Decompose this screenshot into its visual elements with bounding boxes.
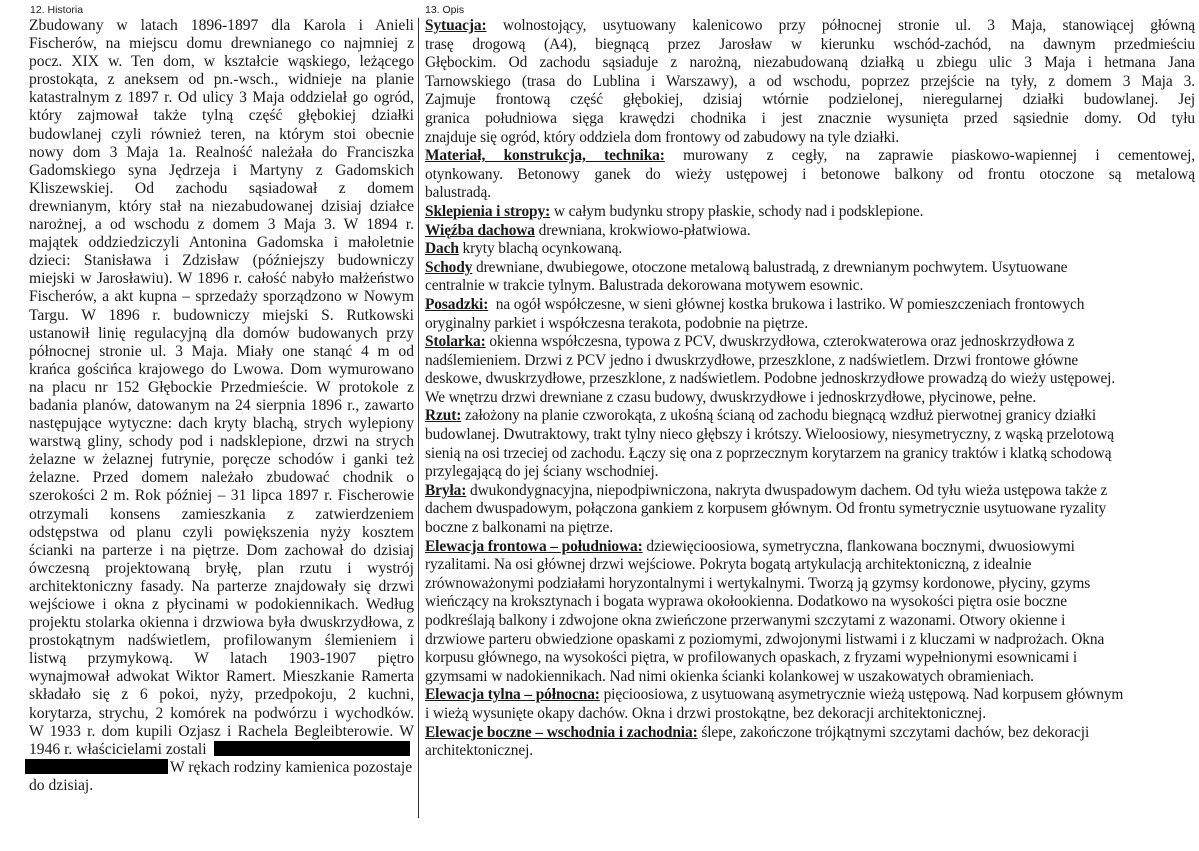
history-line: warstwą gliny, schody pod i nadsklepione, drzwi na strych (29, 433, 414, 451)
history-line: katastralnym z 1897 r. Od ulicy 3 Maja oddzielał go ogród, (29, 89, 414, 107)
section-heading: Dach (425, 240, 459, 258)
description-line-text: założony na planie czworokąta, z ukośną ścianą od zachodu biegnącą wzdłuż pierwotnej granicy działki (461, 407, 1097, 425)
history-line: do dzisiaj. (29, 776, 94, 794)
description-line-text: na ogół współczesne, w sieni głównej kostka brukowa i lastriko. W pomieszczeniach frontowych (488, 295, 1085, 313)
description-line: otynkowany. Betonowy ganek do wieży ustępowej i betonowe balkony od frontu otoczone są metalową (425, 165, 1195, 183)
description-line: balustradą. (425, 184, 491, 202)
description-line: zrównoważonymi podziałami horyzontalnymi i wertykalnymi. Tworzą ją gzymsy kordonowe, płyciny, gzyms (425, 574, 1091, 592)
description-line: podkreślają balkony i zdwojone okna zwieńczone przerwanymi szczytami z wazonami. Otwory okienne i (425, 612, 1066, 629)
description-line: gzymsami w nadokiennikach. Nad nimi okienka ścianki kolankowej w uszakowatych obramieniach. (425, 667, 1034, 685)
description-line: drzwiowe parteru obwiedzione opaskami z poziomymi, zdwojonymi listwami i z kluczami w nadprożach. Okna (425, 630, 1105, 648)
description-line: nadślemieniem. Drzwi z PCV jedno i dwuskrzydłowe, przeszklone, z nadświetlem. Drzwi frontowe główne (425, 351, 1079, 369)
description-line-text: dziewięcioosiowa, symetryczna, flankowana bocznymi, dwuosiowymi (642, 537, 1075, 555)
history-text (29, 17, 414, 795)
section-heading: Rzut: (425, 407, 462, 425)
history-line: W 1933 r. dom kupili Ozjasz i Rachela Begleibterowie. W (29, 722, 414, 740)
description-line: znajduje się ogród, który oddziela dom frontowy od zabudowy na tyle działki. (425, 128, 900, 146)
history-line: miejski w Jarosławiu). W 1896 r. całość nabyło małżeństwo (29, 270, 414, 288)
history-line: drewnianym, który stał na niezabudowanej dzisiaj działce (29, 197, 414, 215)
description-line: Głębockim. Od zachodu sąsiaduje z narożną, niezabudowaną działką u zbiegu ulic 3 Maja i hetmana Jana (425, 54, 1195, 72)
section-heading: Więźba dachowa (425, 221, 535, 239)
history-line: Kliszewskiej. Od zachodu sąsiadował z domem (29, 179, 414, 197)
history-line: wynajmował adwokat Wiktor Ramert. Mieszkanie Ramerta (29, 668, 414, 686)
description-line: i wieżą wysunięte okapy dachów. Okna i drzwi prostokątne, bez dekoracji architektonicznej. (425, 704, 986, 722)
history-line: ówczesną projektowaną bryłę, plan rzutu i wystrój (29, 559, 414, 577)
description-line: centralnie w trakcie tylnym. Balustrada dekorowana motywem esownic. (425, 277, 864, 295)
description-section (425, 222, 1195, 241)
section-label-description: 13. Opis (425, 4, 465, 16)
history-line: badania planów, datowanym na 24 sierpnia 1896 r., zawarto (29, 396, 414, 414)
description-line: przylegającą do jej ściany wschodniej. (425, 463, 659, 481)
description-line: ryzalitami. Na osi głównej drzwi wejściowe. Pokryta bogatą artykulacją architektoniczną, z idealnie (425, 556, 1032, 574)
description-line: granica południowa sięga krawędzi chodnika i jest znacznie wysunięta przed sąsiednie domy. Od tyłu (425, 109, 1195, 127)
history-line: wejściowe i okna z płycinami w podokiennikach. Według (29, 596, 414, 613)
section-heading: Posadzki: (425, 295, 489, 313)
description-line: trasę drogową (A4), biegnącą przez Jarosław w kierunku wschód-zachód, na dawnym przedmieściu (425, 35, 1195, 53)
history-line: otrzymali konsens zamieszkania z zatwierdzeniem (29, 505, 414, 523)
description-line (425, 17, 1195, 36)
description-line (425, 259, 1195, 278)
description-line: architektonicznej. (425, 742, 534, 760)
description-line (425, 296, 1195, 315)
history-line: który zajmował także tylną część głębokiej działki (29, 107, 414, 125)
history-line: Zbudowany w latach 1896-1897 dla Karola i Anieli (29, 17, 414, 34)
description-section (425, 724, 1195, 761)
description-section (425, 333, 1195, 407)
history-line: korytarza, strychu, 2 komórek na podwórzu i wychodków. (29, 704, 414, 722)
description-line (425, 240, 1195, 259)
history-line: nowy dom 3 Maja 1a. Realność należała do Franciszka (29, 143, 414, 161)
history-line: odstępstwa od planu czyli powiększenia nyży kosztem (29, 523, 414, 541)
description-section (425, 296, 1195, 333)
history-line: żelazne. Przed domem należało zbudować chodnik o (29, 469, 414, 487)
description-line: sienią na osi trzeciej od zachodu. Łączy się ona z poprzecznym korytarzem na granicy traktów i klatką schodową (425, 444, 1112, 462)
history-line: prostokątnym nadświetlem, profilowanym ślemieniem i (29, 632, 414, 650)
description-line-text: wolnostojący, usytuowany kalenicowo przy północnej stronie ul. 3 Maja, stanowiącej główną (486, 17, 1195, 34)
description-line: wieńczący na kroksztynach i bogata wyprawa okołookienna. Dodatkowo na wysokości piętra osie boczne (425, 593, 1067, 611)
description-line-text: kryty blachą ocynkowaną. (458, 240, 623, 258)
description-text (425, 17, 1195, 761)
history-line: prostokąta, z aneksem od pn.-wsch., widnieje na planie (29, 71, 414, 89)
description-line (425, 538, 1195, 557)
description-line-text: drewniane, dwubiegowe, otoczone metalową balustradą, z drewnianym pochwytem. Usytuowane (472, 258, 1068, 276)
description-line (425, 724, 1195, 743)
description-line-text: drewniana, krokwiowo-płatwiowa. (534, 221, 751, 239)
history-line: Fischerów, a akt kupna – sprzedaży sporządzono w Nowym (29, 288, 414, 306)
history-line: narożnej, a od wschodu z domem 3 Maja 3. W 1894 r. (29, 216, 414, 234)
description-line: Tarnowskiego (trasa do Lublina i Warszawy), a od wschodu, poprzez przejście na tyły, z domem 3 Maja 3. (425, 72, 1195, 90)
description-line (425, 147, 1195, 166)
description-section (425, 407, 1195, 481)
history-line (25, 759, 414, 777)
section-heading: Sytuacja: (425, 17, 487, 34)
history-line: Gadomskiego syna Jędrzeja i Martyny z Gadomskich (29, 161, 414, 179)
redaction-box (25, 759, 168, 774)
description-line: We wnętrzu drzwi drewniane z czasu budowy, dwuskrzydłowe i jednoskrzydłowe, płycinowe, pełne. (425, 388, 1037, 406)
description-line: dachem dwuspadowym, połączona gankiem z korpusem głównym. Od frontu symetrycznie usytuowane ryzality (425, 500, 1107, 518)
redaction-box (214, 741, 410, 756)
section-heading: Stolarka: (425, 333, 486, 351)
description-line: boczne z balkonami na piętrze. (425, 519, 614, 537)
section-heading: Elewacja tylna – północna: (425, 686, 600, 704)
description-line: budowlanej. Dwutraktowy, trakt tylny nieco głębszy i krótszy. Wieloosiowy, niesymetryczny, z wąską przelotową (425, 426, 1114, 444)
section-heading: Materiał, konstrukcja, technika: (425, 147, 665, 165)
history-line: budowlanej czyli również teren, na którym stoi obecnie (29, 125, 414, 143)
history-line-text: W rękach rodziny kamienica pozostaje (170, 758, 413, 776)
description-line (425, 482, 1195, 501)
history-line: na placu nr 152 Głębockie Przedmieście. W protokole z (29, 378, 414, 396)
description-line: korpusu głównego, na wysokości piętra, w profilowanych opaskach, z fryzami wypełnionymi esownicami i (425, 649, 1078, 667)
description-line: deskowe, dwuskrzydłowe, przeszklone, z nadświetlem. Podobne jednoskrzydłowe prowadzą do wieży ustępowej. (425, 370, 1116, 388)
description-line (425, 686, 1195, 705)
history-line: projektu stolarka okienna i drzwiowa była dwuskrzydłowa, z (29, 614, 414, 632)
section-heading: Schody (425, 258, 473, 276)
history-line: następujące wytyczne: dach kryty blachą, strych wylepiony (29, 415, 414, 433)
description-section (425, 482, 1195, 538)
history-line: Targu. W 1896 r. budowniczy miejski S. Rutkowski (29, 306, 414, 324)
history-line: Fischerów, na miejscu domu drewnianego co najmniej z (29, 35, 414, 53)
section-heading: Elewacja frontowa – południowa: (425, 537, 643, 555)
history-line: dzieci: Stanisława i Zdzisław (późniejszy budowniczy (29, 252, 414, 270)
history-line: majątek oddziedziczyli Antonina Gadomska i małoletnie (29, 234, 414, 252)
description-line (425, 222, 1195, 241)
description-section (425, 17, 1195, 147)
column-divider (418, 18, 419, 818)
description-section (425, 538, 1195, 687)
history-line: ustanowił linię regulacyjną dla domów budowanych przy (29, 324, 414, 342)
description-line-text: ślepe, zakończone trójkątnymi szczytami dachów, bez dekoracji (697, 723, 1090, 741)
section-heading: Bryła: (425, 481, 467, 499)
description-line: Zajmuje frontową część głębokiej, dzisiaj wtórnie podzielonej, nieregularnej działki budowlanej. Jej (425, 91, 1195, 109)
description-section (425, 259, 1195, 296)
history-line: pocz. XIX w. Ten dom, w kształcie wąskiego, leżącego (29, 53, 414, 71)
description-line-text: pięcioosiowa, z usytuowaną asymetrycznie wieżą ustępową. Nad korpusem głównym (599, 686, 1124, 704)
description-section (425, 240, 1195, 259)
description-line: oryginalny parkiet i współczesna terakota, podobnie na piętrze. (425, 314, 809, 332)
history-line: listwą przymykową. W latach 1903-1907 piętro (29, 650, 414, 668)
description-section (425, 686, 1195, 723)
history-line-text: 1946 r. właścicielami zostali (29, 740, 207, 758)
section-heading: Sklepienia i stropy: (425, 202, 551, 220)
description-line-text: murowany z cegły, na zaprawie piaskowo-wapiennej i cementowej, (664, 147, 1195, 165)
description-line (425, 407, 1195, 426)
history-line: składało się z 6 pokoi, nyży, przedpokoju, 2 kuchni, (29, 686, 414, 704)
description-line-text: w całym budynku stropy płaskie, schody nad i podsklepione. (550, 202, 924, 220)
history-line: krańca gościńca krajowego do Lwowa. Dom wymurowano (29, 360, 414, 378)
description-section (425, 203, 1195, 222)
history-line: szerokości 2 m. Rok później – 31 lipca 1897 r. Fischerowie (29, 487, 414, 505)
history-line: ścianki na parterze i na piętrze. Dom zachował do dzisiaj (29, 541, 414, 559)
history-line: północnej stronie ul. 3 Maja. Miały one stanąć 4 m od (29, 342, 414, 360)
description-line (425, 203, 1195, 222)
section-heading: Elewacje boczne – wschodnia i zachodnia: (425, 723, 698, 741)
history-line: architektoniczny fasady. Na parterze znajdowały się drzwi (29, 577, 414, 595)
history-line: żelazne w żelaznej futrynie, poręcze schodów i ganki też (29, 451, 414, 469)
section-label-history: 12. Historia (30, 4, 84, 16)
description-line-text: dwukondygnacyjna, niepodpiwniczona, nakryta dwuspadowym dachem. Od tyłu wieża ustępowa także z (466, 481, 1108, 499)
description-line-text: okienna współczesna, typowa z PCV, dwuskrzydłowa, czterokwaterowa oraz jednoskrzydłowa z (485, 333, 1075, 351)
description-section (425, 147, 1195, 203)
description-line (425, 333, 1195, 352)
history-line (29, 741, 414, 759)
